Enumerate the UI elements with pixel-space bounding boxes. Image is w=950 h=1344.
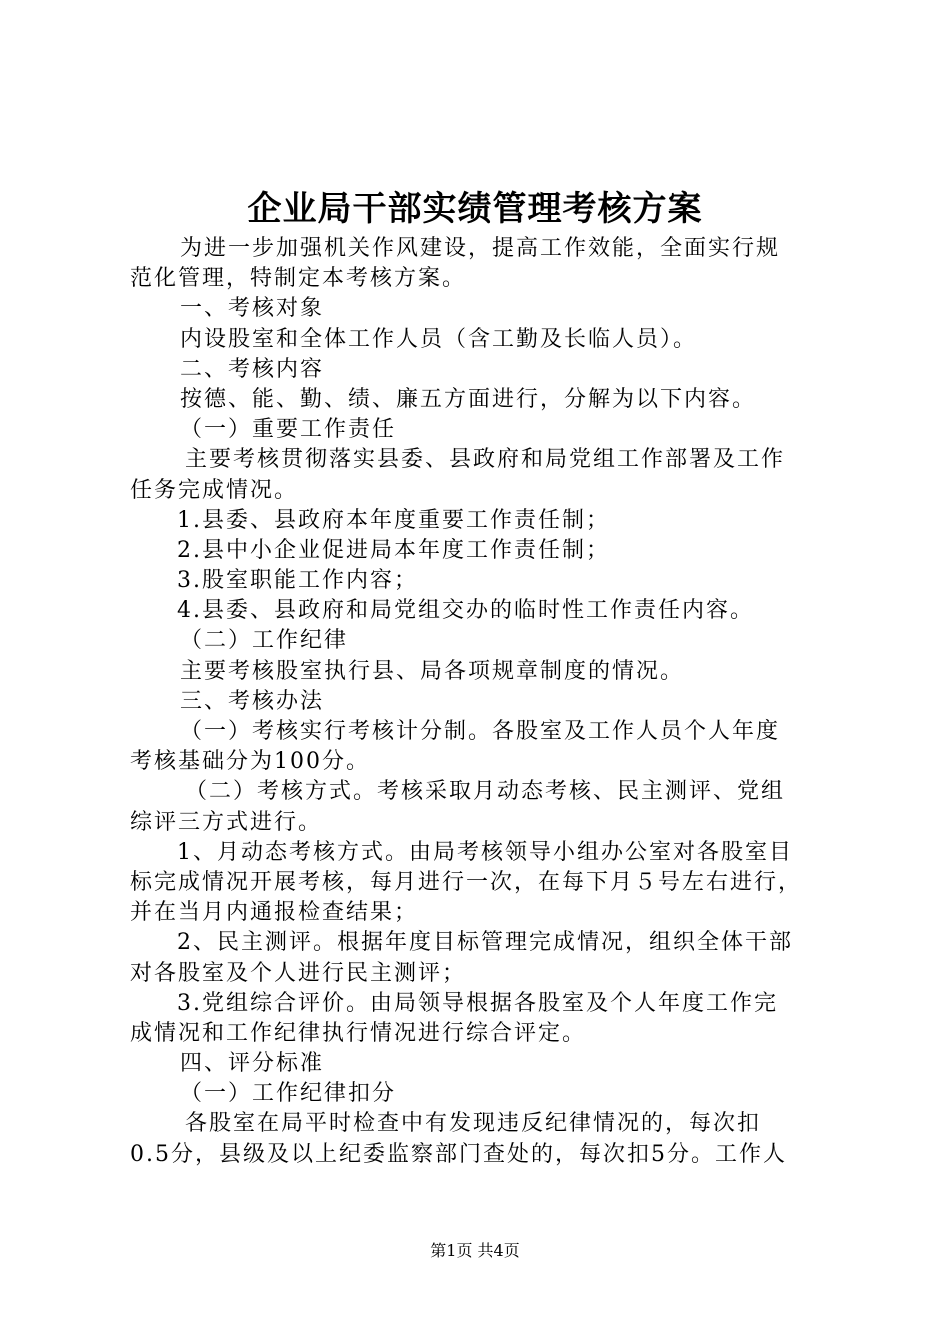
paragraph-line: （一）考核实行考核计分制。各股室及工作人员个人年度 — [180, 719, 781, 744]
list-item: 3.党组综合评价。由局领导根据各股室及个人年度工作完 — [177, 990, 778, 1016]
paragraph-line: 考核基础分为100分。 — [130, 749, 370, 775]
paragraph-line: 并在当月内通报检查结果； — [130, 900, 419, 926]
paragraph-line: 范化管理，特制定本考核方案。 — [130, 266, 467, 292]
paragraph-line: 内设股室和全体工作人员（含工勤及长临人员）。 — [180, 326, 698, 352]
page-footer: 第1页 共4页 — [430, 1241, 520, 1260]
paragraph-line: （二）考核方式。考核采取月动态考核、民主测评、党组 — [185, 779, 786, 805]
list-item: 2.县中小企业促进局本年度工作责任制； — [177, 537, 610, 563]
paragraph-line: 各股室在局平时检查中有发现违反纪律情况的，每次扣 — [185, 1111, 762, 1137]
document-title: 企业局干部实绩管理考核方案 — [247, 189, 703, 229]
section-heading: 一、考核对象 — [180, 296, 325, 322]
paragraph-line: 0.5分，县级及以上纪委监察部门查处的，每次扣5分。工作人 — [130, 1141, 787, 1167]
list-item: 2、民主测评。根据年度目标管理完成情况，组织全体干部 — [177, 930, 793, 956]
document-body — [130, 234, 830, 1170]
section-heading: 二、考核内容 — [180, 356, 325, 382]
section-heading: 三、考核办法 — [180, 688, 325, 714]
list-item: 3.股室职能工作内容； — [177, 568, 418, 594]
list-item: 1.县委、县政府本年度重要工作责任制； — [177, 507, 610, 533]
paragraph-line: 按德、能、勤、绩、廉五方面进行，分解为以下内容。 — [180, 386, 757, 412]
list-item: 1、月动态考核方式。由局考核领导小组办公室对各股室目 — [177, 839, 793, 865]
subsection-heading: （一）工作纪律扣分 — [180, 1081, 397, 1107]
paragraph-line: 标完成情况开展考核，每月进行一次，在每下月５号左右进行， — [130, 869, 803, 895]
paragraph-line: 主要考核贯彻落实县委、县政府和局党组工作部署及工作 — [185, 447, 786, 473]
paragraph-line: 综评三方式进行。 — [130, 809, 323, 835]
section-heading: 四、评分标准 — [180, 1051, 325, 1077]
list-item: 4.县委、县政府和局党组交办的临时性工作责任内容。 — [177, 598, 754, 624]
subsection-heading: （二）工作纪律 — [180, 628, 349, 654]
subsection-heading: （一）重要工作责任 — [180, 417, 397, 443]
paragraph-line: 对各股室及个人进行民主测评； — [130, 960, 467, 986]
paragraph-line: 为进一步加强机关作风建设，提高工作效能，全面实行规 — [180, 236, 781, 261]
paragraph-line: 主要考核股室执行县、局各项规章制度的情况。 — [180, 658, 685, 684]
paragraph-line: 成情况和工作纪律执行情况进行综合评定。 — [130, 1020, 587, 1046]
paragraph-line: 任务完成情况。 — [130, 477, 299, 503]
